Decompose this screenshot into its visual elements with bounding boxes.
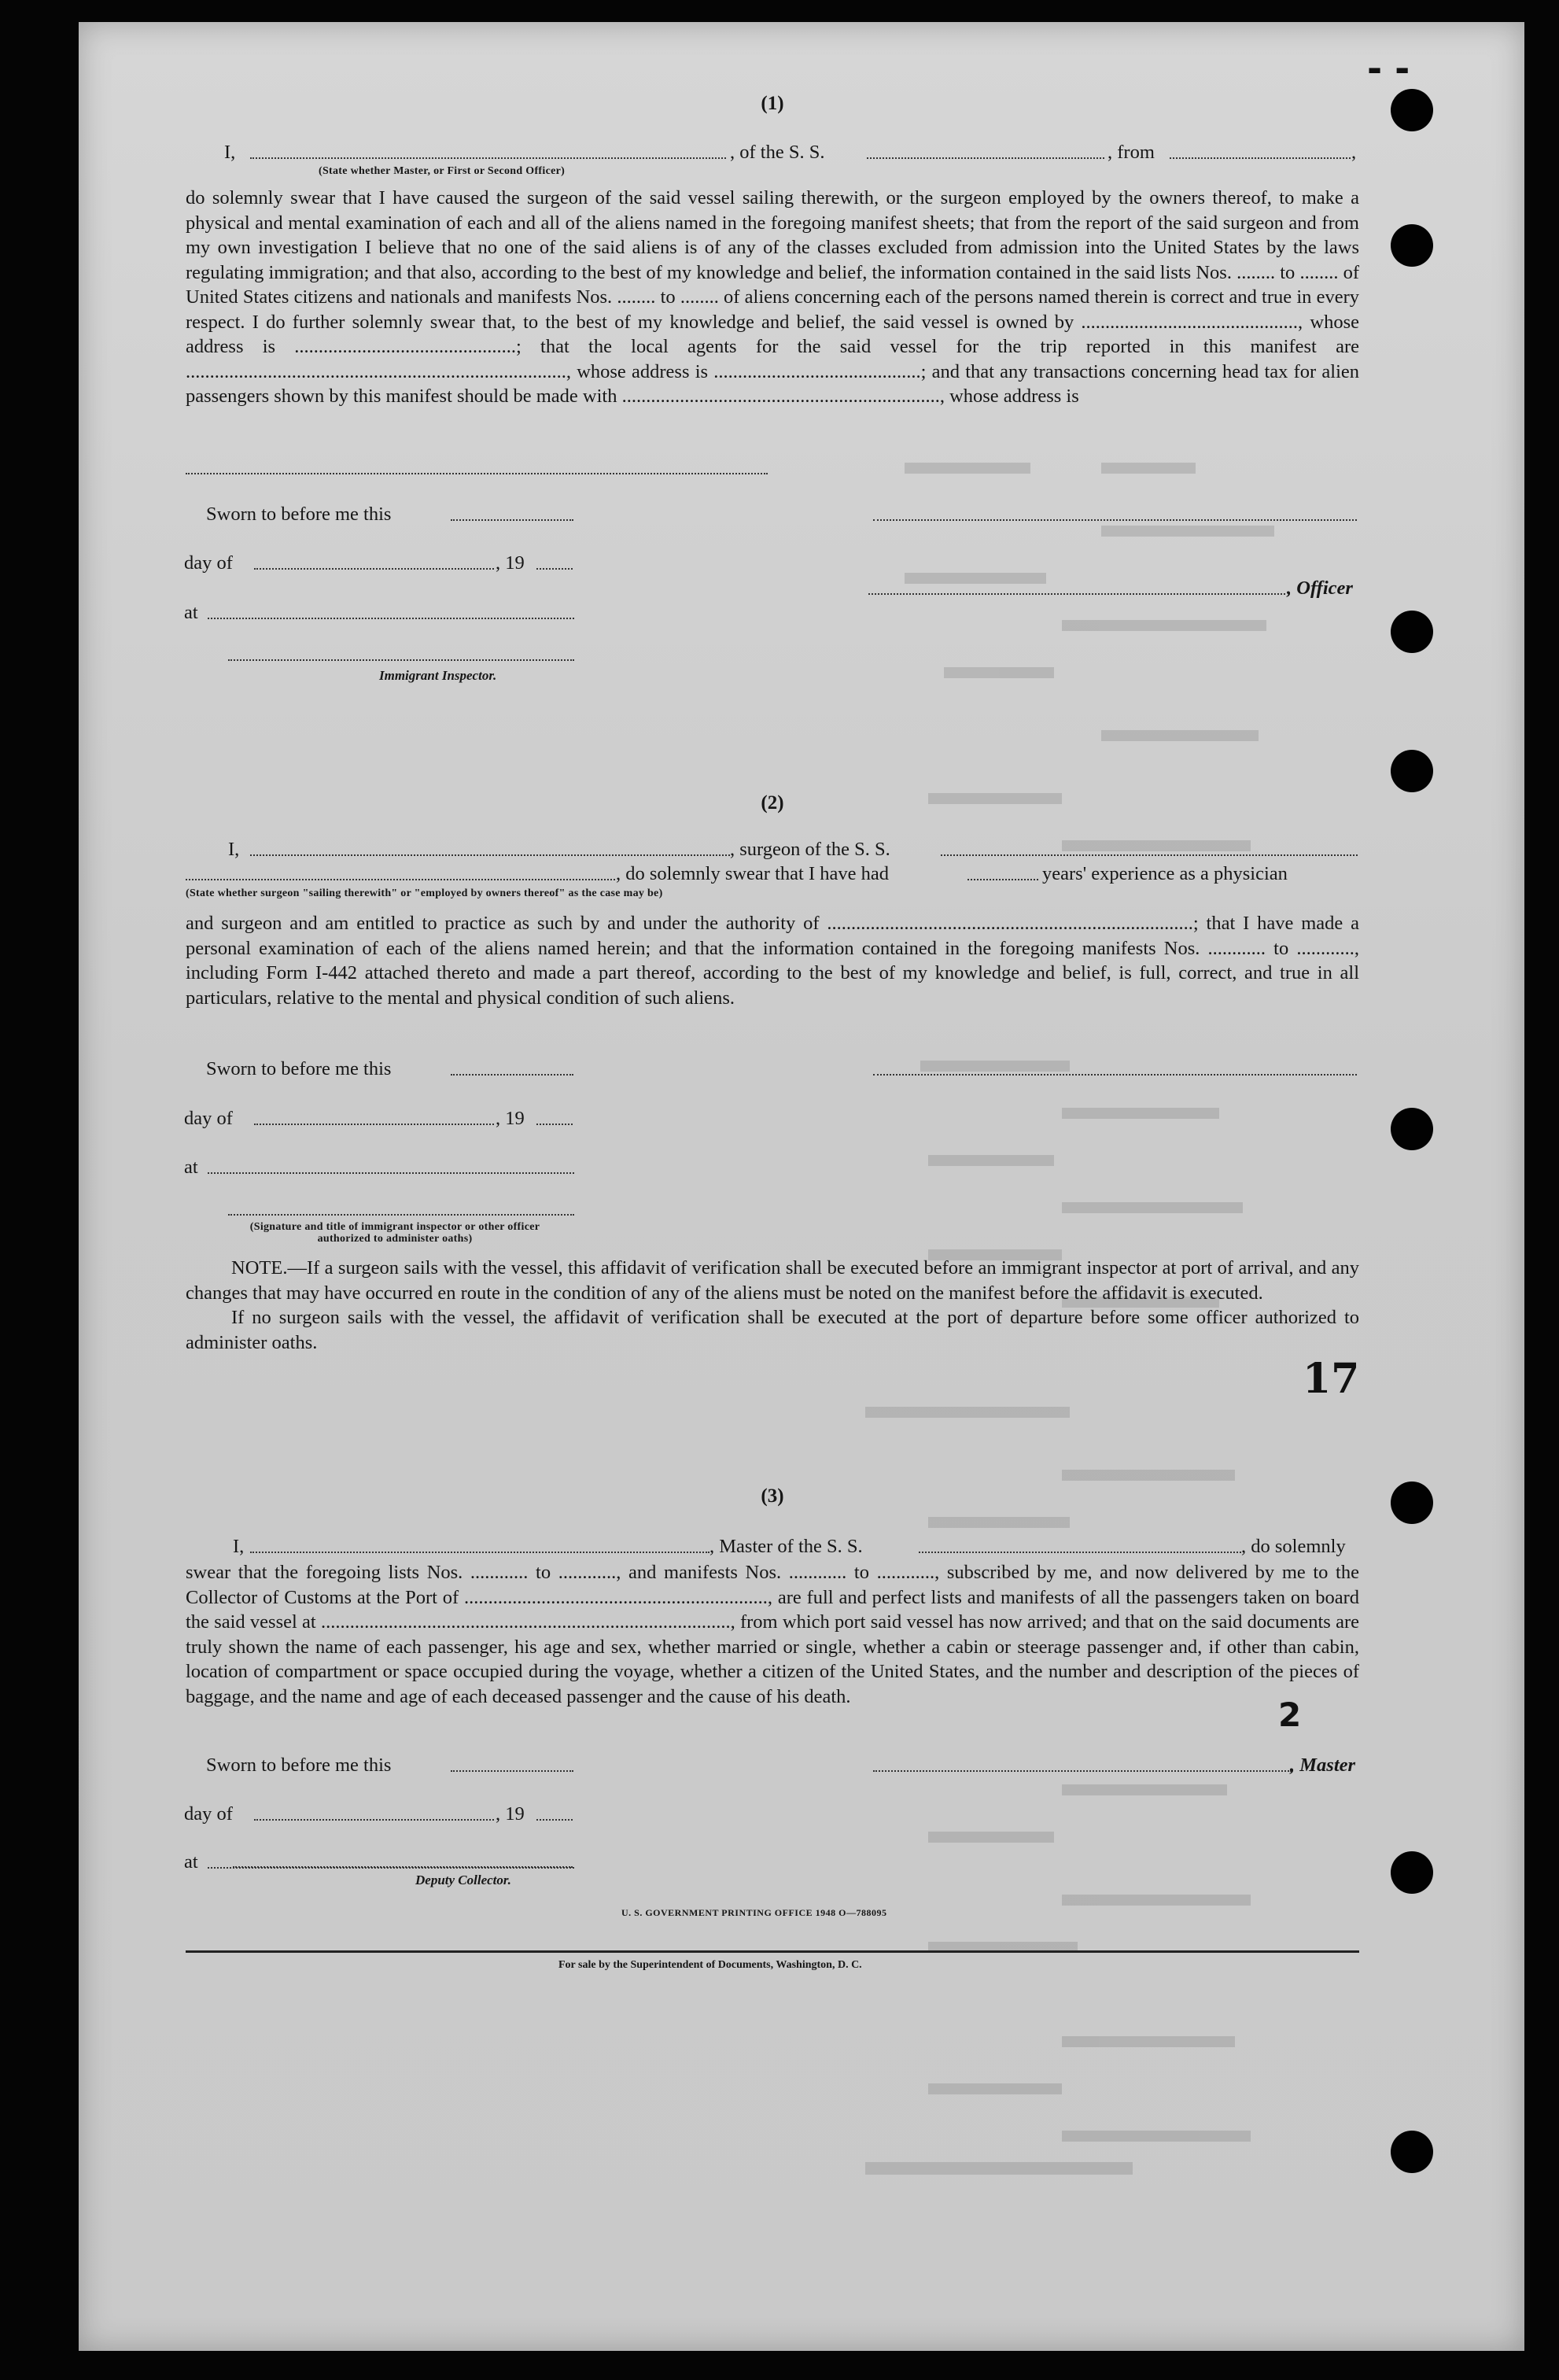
margin-mark: 17 bbox=[1303, 1355, 1360, 1403]
at-label-3: at bbox=[184, 1851, 198, 1873]
year-field-2[interactable] bbox=[536, 1124, 573, 1125]
day-of-label-1: day of bbox=[184, 552, 233, 574]
of-ss-label: , of the S. S. bbox=[730, 142, 825, 163]
at-label-1: at bbox=[184, 602, 198, 623]
binder-hole bbox=[1391, 89, 1433, 131]
officer-signature-field[interactable] bbox=[873, 519, 1357, 521]
swear-had-label: , do solemnly swear that I have had bbox=[616, 863, 889, 884]
binder-hole bbox=[1391, 224, 1433, 267]
master-signature-field[interactable] bbox=[873, 1770, 1292, 1772]
note-1: NOTE.—If a surgeon sails with the vessel, this affidavit of verification shall be executed before an immigrant inspector at port of arrival, and any changes that may have occurred en route in the condition of any of the aliens must be noted on the manifest before the affidavit is executed. bbox=[186, 1257, 1359, 1304]
swear-label: , do solemnly bbox=[1241, 1536, 1346, 1557]
from-port-field[interactable] bbox=[1170, 157, 1351, 159]
section-2-body bbox=[186, 911, 1359, 1010]
year-field-3[interactable] bbox=[536, 1819, 573, 1821]
section-1-number: (1) bbox=[761, 93, 784, 114]
day-of-field-3[interactable] bbox=[254, 1819, 494, 1821]
section-2-number: (2) bbox=[761, 792, 784, 814]
binder-hole bbox=[1391, 1482, 1433, 1524]
note-block bbox=[186, 1256, 1359, 1355]
at-field-1[interactable] bbox=[208, 618, 574, 619]
officer-label: , Officer bbox=[1287, 577, 1353, 599]
master-of-label: , Master of the S. S. bbox=[709, 1536, 863, 1557]
sworn-date-field-3[interactable] bbox=[451, 1770, 573, 1772]
surgeon-signature-field[interactable] bbox=[873, 1074, 1357, 1076]
inspector-signature-field-2[interactable] bbox=[228, 1214, 574, 1216]
day-of-field-1[interactable] bbox=[254, 568, 494, 570]
year-label-2: , 19 bbox=[496, 1108, 525, 1129]
printing-office-note: U. S. GOVERNMENT PRINTING OFFICE 1948 O—788095 bbox=[621, 1907, 887, 1918]
at-field-2[interactable] bbox=[208, 1172, 574, 1174]
sworn-label-2: Sworn to before me this bbox=[206, 1058, 392, 1079]
footer-rule bbox=[186, 1950, 1359, 1953]
trailing-comma: , bbox=[1351, 142, 1357, 163]
handwritten-2-mark: 2 bbox=[1278, 1696, 1302, 1734]
master-name-field[interactable] bbox=[250, 157, 726, 159]
officer-line-field[interactable] bbox=[868, 593, 1285, 595]
from-label: , from bbox=[1108, 142, 1155, 163]
surgeon-name-field[interactable] bbox=[250, 854, 730, 856]
signature-title-caption: (Signature and title of immigrant inspector or other officer authorized to administer oaths) bbox=[249, 1221, 540, 1245]
binder-hole bbox=[1391, 1108, 1433, 1150]
day-of-field-2[interactable] bbox=[254, 1124, 494, 1125]
day-of-label-2: day of bbox=[184, 1108, 233, 1129]
section-1-text: do solemnly swear that I have caused the surgeon of the said vessel sailing therewith, or the surgeon employed by the owners thereof, to make a physical and mental examination of each and all of the aliens named in the foregoing manifest sheets; that from the report of the said surgeon and from my own investigation I believe that no one of the said aliens is of any of the classes excluded from admission into the United States by the laws regulating immigration; and that also, according to the best of my knowledge and belief, the information contained in the said lists Nos. ........ to ........ of United States citizens and nationals and manifests Nos. ........ to ........ of aliens concerning each of the persons named therein is correct and true in every respect. I do further solemnly swear that, to the best of my knowledge and belief, the said vessel is owned by ............................................., whose address is ..............................................; that the local agents for the said vessel for the trip reported in this manifest are ..............................................................................., whose address is ...........................................; and that any transactions concerning head tax for alien passengers shown by this manifest should be made with .................................................................., whose address is bbox=[186, 187, 1359, 407]
surgeon-vessel-field[interactable] bbox=[941, 854, 1358, 856]
surgeon-of-label: , surgeon of the S. S. bbox=[730, 839, 890, 860]
section-1-body bbox=[186, 186, 1359, 409]
address-line-field[interactable] bbox=[186, 473, 768, 474]
section-3-number: (3) bbox=[761, 1485, 784, 1507]
year-field-1[interactable] bbox=[536, 568, 573, 570]
section-3-i-label: I, bbox=[233, 1536, 245, 1557]
section-3-body bbox=[186, 1560, 1359, 1709]
years-label: years' experience as a physician bbox=[1042, 863, 1288, 884]
day-of-label-3: day of bbox=[184, 1803, 233, 1825]
sworn-label-1: Sworn to before me this bbox=[206, 504, 392, 525]
year-label-3: , 19 bbox=[496, 1803, 525, 1825]
year-label-1: , 19 bbox=[496, 552, 525, 574]
surgeon-status-field[interactable] bbox=[186, 879, 615, 880]
sworn-label-3: Sworn to before me this bbox=[206, 1755, 392, 1776]
sworn-date-field-2[interactable] bbox=[451, 1074, 573, 1076]
inspector-signature-field[interactable] bbox=[228, 659, 574, 661]
master-name-field-3[interactable] bbox=[250, 1552, 709, 1553]
top-right-mark: - - bbox=[1367, 47, 1410, 90]
note-2: If no surgeon sails with the vessel, the affidavit of verification shall be executed at the port of departure before some officer authorized to administer oaths. bbox=[186, 1307, 1359, 1353]
immigrant-inspector-caption: Immigrant Inspector. bbox=[379, 668, 497, 683]
binder-hole bbox=[1391, 750, 1433, 792]
sale-note: For sale by the Superintendent of Documents, Washington, D. C. bbox=[558, 1959, 862, 1971]
section-3-text: swear that the foregoing lists Nos. ............ to ............, and manifests Nos. ............ to ............, subscribed by me, and now delivered by me to the Collector of Customs at the Port of ..............................................................., are full and perfect lists and manifests of all the passengers taken on board the said vessel at ....................................................................................., from which port said vessel has now arrived; and that on the said documents are truly shown the name of each passenger, his age and sex, whether married or single, whether a cabin or steerage passenger and, if other than cabin, location of compartment or space occupied during the voyage, whether a citizen of the United States, and the number and description of the pieces of baggage, and the name and age of each deceased passenger and the cause of his death. bbox=[186, 1562, 1359, 1707]
master-label: , Master bbox=[1290, 1755, 1356, 1776]
section-1-i-label: I, bbox=[224, 142, 236, 163]
sworn-date-field-1[interactable] bbox=[451, 519, 573, 521]
at-label-2: at bbox=[184, 1157, 198, 1178]
binder-hole bbox=[1391, 611, 1433, 653]
master-vessel-field[interactable] bbox=[919, 1552, 1241, 1553]
state-master-note: (State whether Master, or First or Second Officer) bbox=[319, 165, 566, 177]
section-2-text: and surgeon and am entitled to practice as such by and under the authority of ............................................................................; that I have made a personal examination of each of the aliens named herein; and that the information contained in the foregoing manifests Nos. ............ to ............, including Form I-442 attached thereto and made a part thereof, according to the best of my knowledge and belief, is full, correct, and true in all particulars, relative to the mental and physical condition of such aliens. bbox=[186, 913, 1359, 1009]
section-2-i-label: I, bbox=[228, 839, 240, 860]
binder-hole bbox=[1391, 1851, 1433, 1894]
binder-hole bbox=[1391, 2131, 1433, 2173]
state-surgeon-note: (State whether surgeon "sailing therewith" or "employed by owners thereof" as the case may be) bbox=[186, 887, 663, 899]
collector-signature-line[interactable] bbox=[233, 1866, 573, 1868]
deputy-collector-caption: Deputy Collector. bbox=[415, 1873, 511, 1887]
years-experience-field[interactable] bbox=[967, 879, 1038, 880]
vessel-name-field[interactable] bbox=[867, 157, 1104, 159]
